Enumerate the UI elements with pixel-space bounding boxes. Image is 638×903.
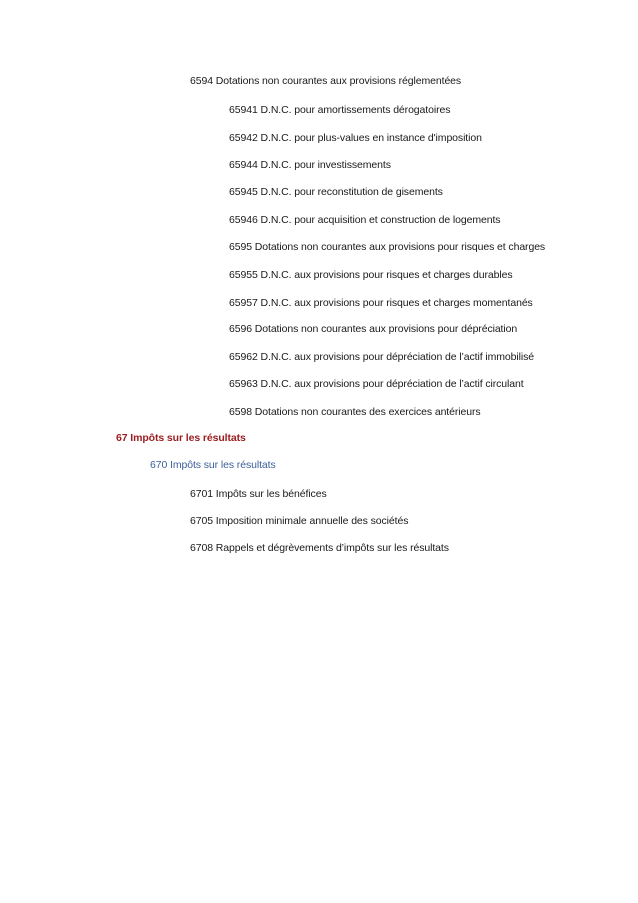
account-line-65946: 65946 D.N.C. pour acquisition et construction de logements: [229, 214, 501, 226]
account-line-65963: 65963 D.N.C. aux provisions pour dépréciation de l’actif circulant: [229, 378, 524, 390]
account-line-65962: 65962 D.N.C. aux provisions pour dépréciation de l’actif immobilisé: [229, 351, 534, 363]
account-line-65941: 65941 D.N.C. pour amortissements dérogatoires: [229, 104, 451, 116]
account-line-6701: 6701 Impôts sur les bénéfices: [190, 488, 327, 500]
class-heading-67: 67 Impôts sur les résultats: [116, 432, 246, 444]
account-line-6595: 6595 Dotations non courantes aux provisions pour risques et charges: [229, 241, 546, 253]
account-line-65944: 65944 D.N.C. pour investissements: [229, 159, 391, 171]
account-line-65942: 65942 D.N.C. pour plus-values en instance d'imposition: [229, 132, 482, 144]
account-line-6705: 6705 Imposition minimale annuelle des sociétés: [190, 515, 409, 527]
account-line-6596: 6596 Dotations non courantes aux provisions pour dépréciation: [229, 323, 518, 335]
account-heading-670: 670 Impôts sur les résultats: [150, 459, 276, 471]
account-line-6598: 6598 Dotations non courantes des exercices antérieurs: [229, 406, 481, 418]
account-line-65957: 65957 D.N.C. aux provisions pour risques et charges momentanés: [229, 297, 533, 309]
account-line-65955: 65955 D.N.C. aux provisions pour risques et charges durables: [229, 269, 513, 281]
account-line-65945: 65945 D.N.C. pour reconstitution de gisements: [229, 186, 443, 198]
account-line-6594: 6594 Dotations non courantes aux provisions réglementées: [190, 75, 462, 87]
account-line-6708: 6708 Rappels et dégrèvements d’impôts sur les résultats: [190, 542, 449, 554]
